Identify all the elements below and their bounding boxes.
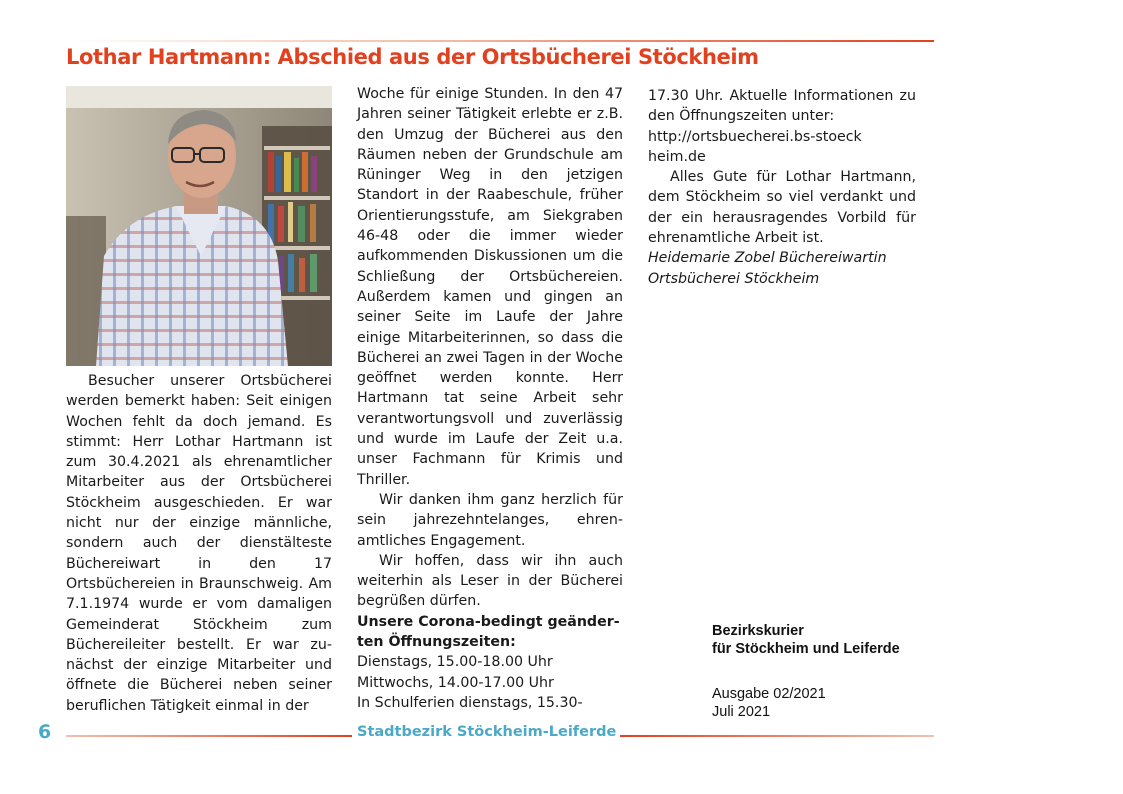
paragraph: Besucher unserer Ortsbücherei werden bemerkt haben: Seit einigen Wochen fehlt da doch jemand. Es stimmt: Herr Lothar Hartmann ist zum 30.4.2021 als ehrenamtlicher Mitarbeiter aus der Ortsbücherei Stöckheim ausgeschieden. Er war nicht nur der einzige männliche, sondern auch der dienstälteste Büchereiwart in den 17 Ortsbüchereien in Braunschweig. Am 7.1.1974 wurde er vom damaligen Gemeinderat Stöckheim zum Büchereileiter bestellt. Er war zunächst der einzige Mitarbeiter und öffnete die Bücherei neben seiner beruflichen Tätigkeit einmal in der xyxy=(66,373,332,714)
paragraph: Woche für einige Stunden. In den 47 Jahren seiner Tätigkeit erlebte er z.B. den Umzug der Bücherei aus den Räumen neben der Grundschule am Rüninger Weg in den jetzigen Standort in der Raabeschule, früher Orientierungsstufe, am Siekgraben 46-48 oder die immer wieder aufkommenden Diskussionen um die Schließung der Ortsbüchereien. Außerdem kamen und gingen an seiner Seite im Laufe der Jahre einige Mitarbeiterinnen, so dass die Bücherei an zwei Tagen in der Woche geöffnet werden konnte. Herr Hartmann tat seine Arbeit sehr verantwortungsvoll und zuverlässig und wurde im Laufe der Zeit u.a. unser Fachmann für Krimis und Thriller. xyxy=(357,86,623,488)
footer-section-label: Stadtbezirk Stöckheim-Leiferde xyxy=(357,724,617,740)
issue-number: Ausgabe 02/2021 xyxy=(712,686,826,702)
article-photo xyxy=(66,86,332,366)
author-organization: Ortsbücherei Stöckheim xyxy=(648,270,820,287)
paragraph: 17.30 Uhr. Aktuelle Informationen zu den Öffnungszeiten unter: xyxy=(648,88,916,125)
author-signature: Heidemarie Zobel Büchereiwartin xyxy=(648,250,887,267)
publication-name-line: für Stöckheim und Leiferde xyxy=(712,641,900,657)
publication-name xyxy=(712,622,900,658)
article-title: Lothar Hartmann: Abschied aus der Ortsbücherei Stöckheim xyxy=(66,45,759,69)
footer-rule-right xyxy=(620,735,934,737)
page-number: 6 xyxy=(38,721,52,743)
publication-issue xyxy=(712,685,826,721)
article-column-3 xyxy=(648,86,916,289)
library-url: http://ortsbuecherei.bs-stoeck xyxy=(648,128,862,145)
paragraph: Alles Gute für Lothar Hartmann, dem Stöckheim so viel verdankt und der ein herausragendes Vorbild für ehrenamtliche Arbeit ist. xyxy=(648,169,916,247)
paragraph: Wir hoffen, dass wir ihn auch weiterhin als Leser in der Bücherei begrüßen dürfen. xyxy=(357,552,623,610)
issue-date: Juli 2021 xyxy=(712,704,771,720)
holiday-note: In Schulferien dienstags, 15.30- xyxy=(357,694,583,711)
opening-hours-wednesday: Mittwochs, 14.00-17.00 Uhr xyxy=(357,674,554,691)
top-rule xyxy=(68,40,934,42)
publication-name-line: Bezirkskurier xyxy=(712,623,804,639)
article-column-1 xyxy=(66,371,332,716)
opening-hours-tuesday: Dienstags, 15.00-18.00 Uhr xyxy=(357,654,553,671)
article-column-2 xyxy=(357,84,623,713)
footer-rule-left xyxy=(66,735,352,737)
paragraph: Wir danken ihm ganz herzlich für sein jahrezehntelanges, ehrenamtliches Engagement. xyxy=(357,491,623,549)
opening-hours-heading: Unsere Corona-bedingt geänderten Öffnungszeiten: xyxy=(357,613,620,651)
library-url-continued: heim.de xyxy=(648,148,706,165)
